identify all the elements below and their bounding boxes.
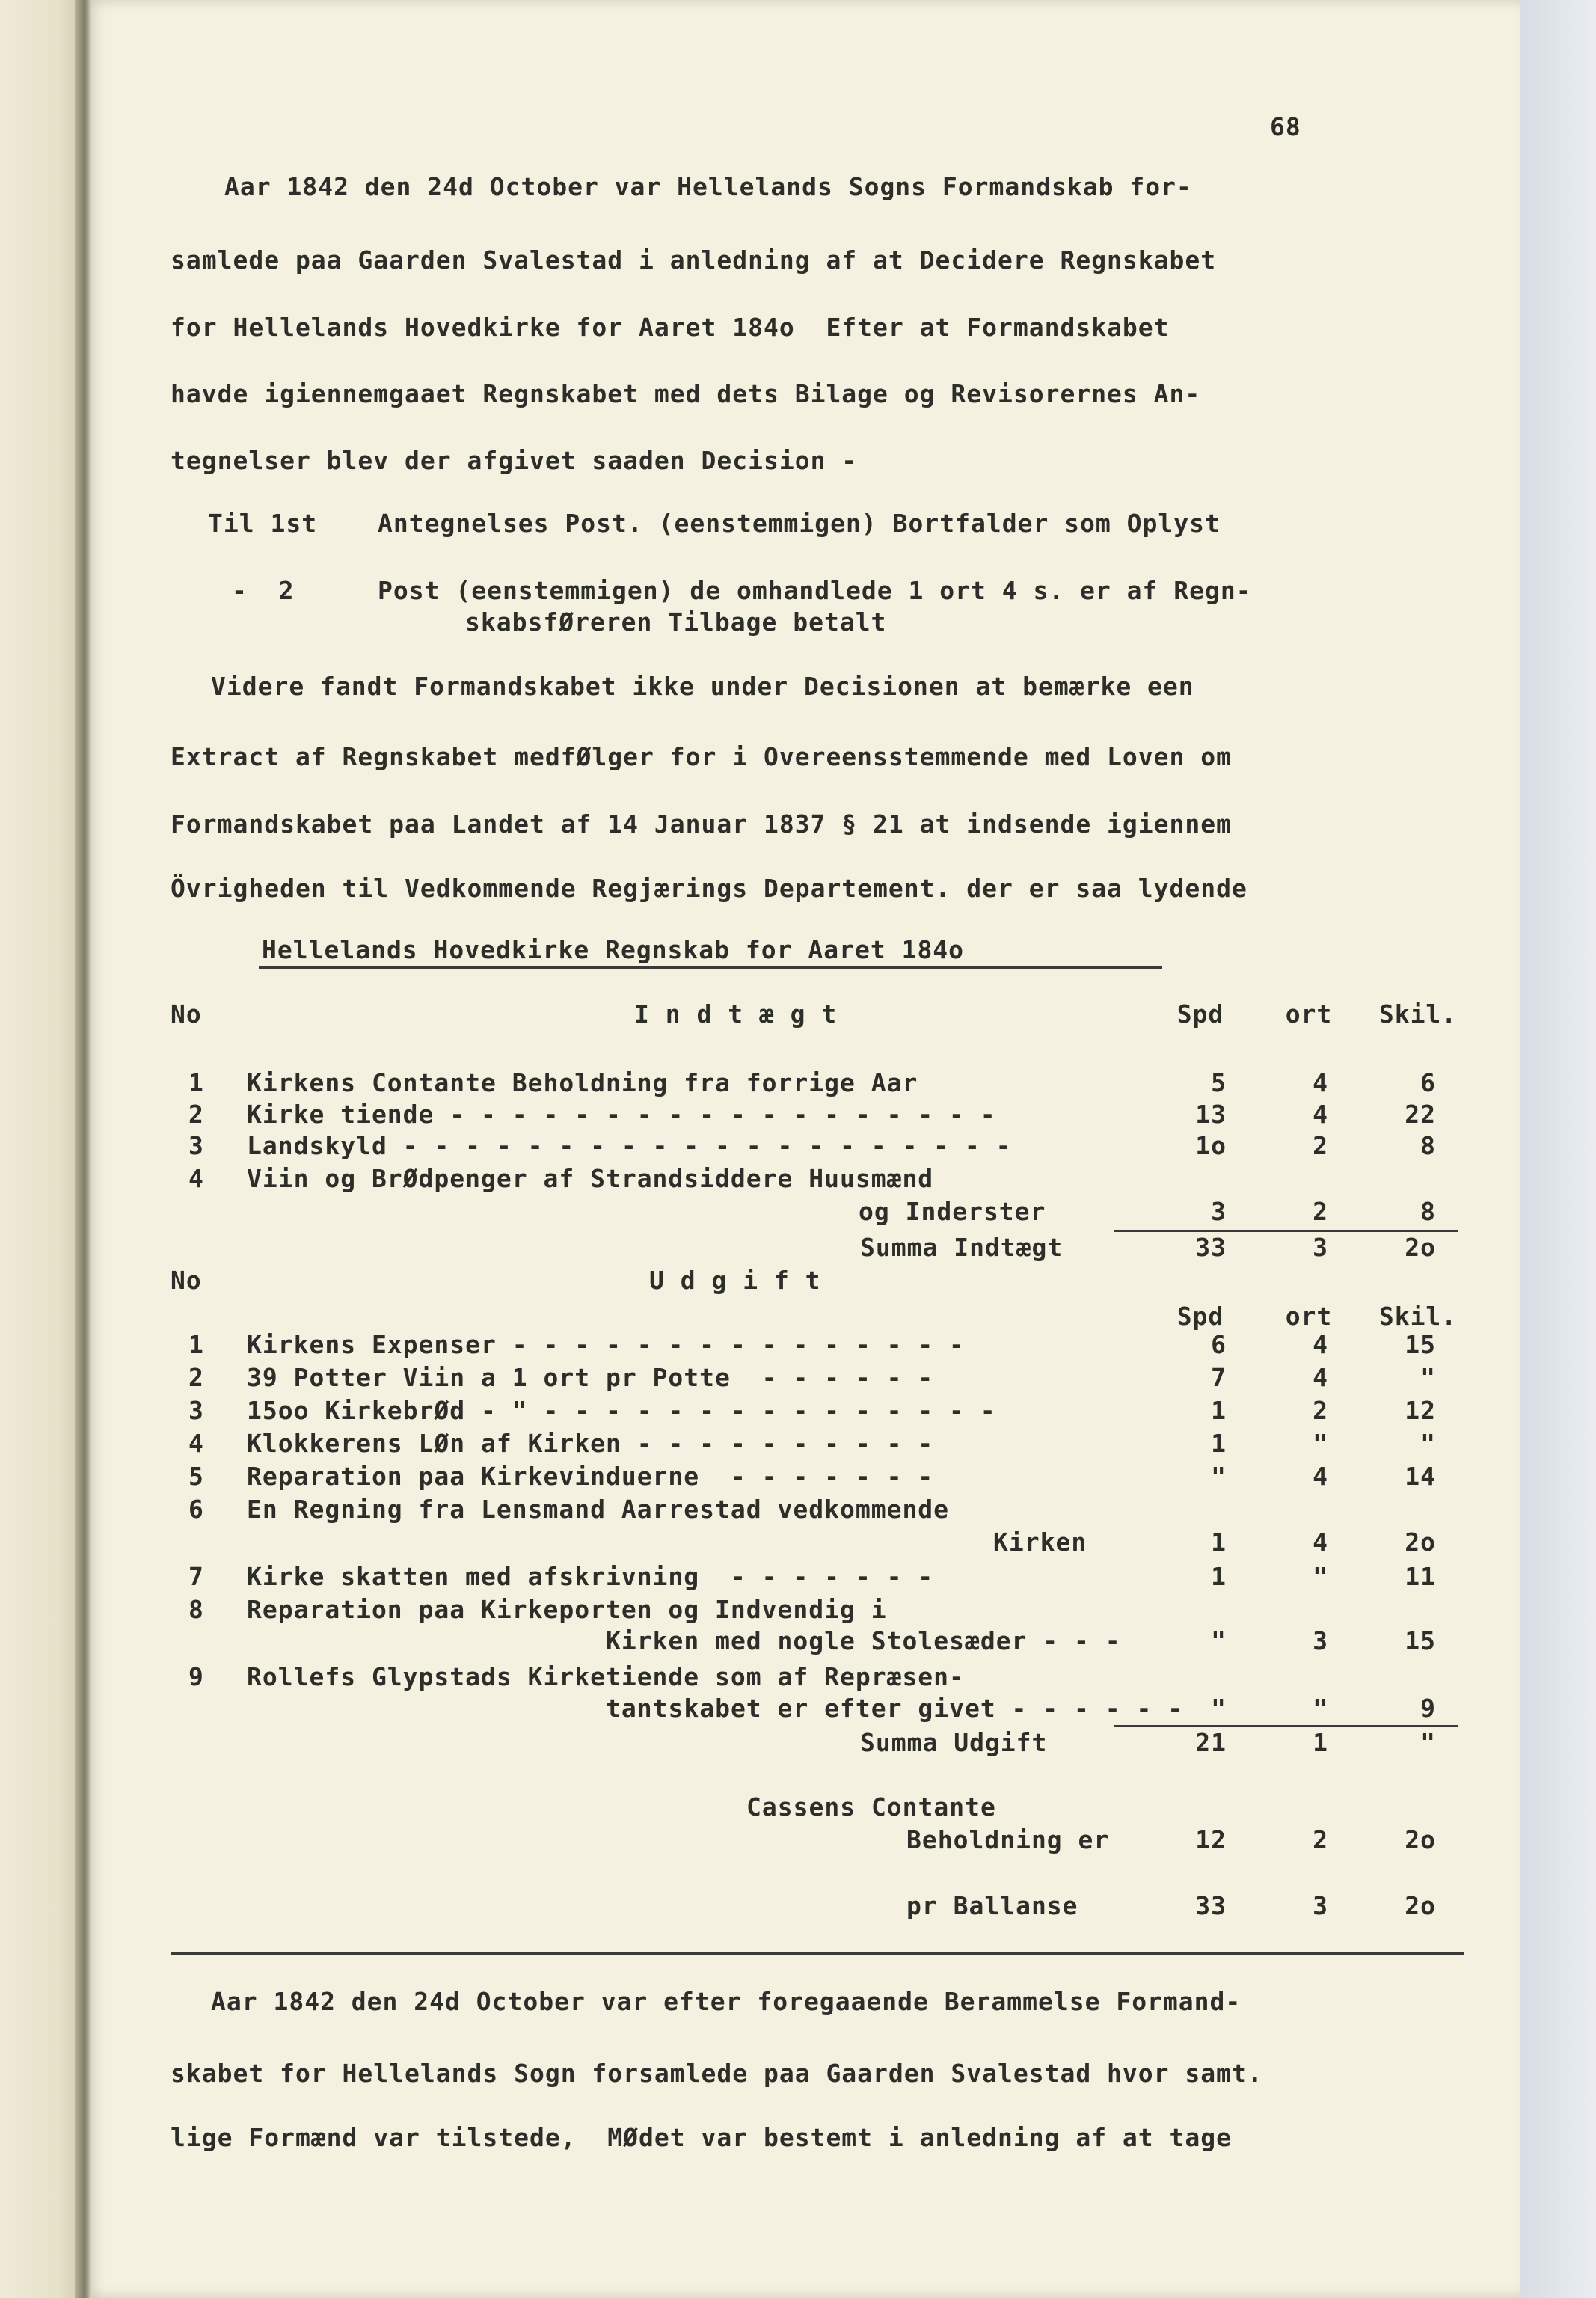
section-divider — [171, 1952, 1464, 1955]
expense-row-no: 3 — [188, 1396, 204, 1425]
expense-row-no: 4 — [188, 1429, 204, 1458]
expense-no-header: No — [171, 1266, 202, 1295]
expense-row-spd: 7 — [1211, 1363, 1227, 1392]
income-sum-spd: 33 — [1195, 1233, 1227, 1262]
expense-row-skil: 15 — [1405, 1626, 1436, 1655]
paragraph-line: samlede paa Gaarden Svalestad i anledning af at Decidere Regnskabet — [171, 245, 1217, 275]
expense-col-skil: Skil. — [1378, 1302, 1458, 1331]
expense-row-text-cont: tantskabet er efter givet - - - - - - — [606, 1694, 1184, 1723]
income-row-spd: 3 — [1211, 1197, 1227, 1226]
page-number: 68 — [1270, 112, 1301, 141]
expense-row-skil: 15 — [1405, 1330, 1436, 1359]
decision-text: Antegnelses Post. (eenstemmigen) Bortfalder som Oplyst — [378, 509, 1221, 538]
income-row-no: 3 — [188, 1131, 204, 1160]
expense-row-text: Kirke skatten med afskrivning - - - - - - - — [247, 1562, 934, 1591]
balance-label-cont: Beholdning er — [906, 1825, 1110, 1854]
balance-label: Cassens Contante — [746, 1792, 996, 1821]
income-sum-rule — [1114, 1230, 1458, 1232]
paragraph-line: tegnelser blev der afgivet saaden Decision - — [171, 446, 858, 475]
expense-sum-spd: 21 — [1195, 1728, 1227, 1757]
expense-row-spd: " — [1211, 1462, 1227, 1491]
expense-row-no: 7 — [188, 1562, 204, 1591]
expense-row-ort: " — [1313, 1694, 1328, 1723]
binding-gutter — [75, 0, 91, 2298]
expense-heading: U d g i f t — [649, 1266, 821, 1295]
income-row-text: Kirke tiende - - - - - - - - - - - - - - - - - - — [247, 1100, 996, 1129]
decision-text-cont: skabsfØreren Tilbage betalt — [465, 607, 887, 637]
expense-row-spd: " — [1211, 1626, 1227, 1655]
expense-row-skil: 11 — [1405, 1562, 1436, 1591]
income-row-skil: 8 — [1420, 1131, 1436, 1160]
income-row-no: 4 — [188, 1164, 204, 1193]
expense-row-spd: 6 — [1211, 1330, 1227, 1359]
paragraph-line: lige Formænd var tilstede, MØdet var bestemt i anledning af at tage — [171, 2123, 1233, 2152]
income-row-text: Kirkens Contante Beholdning fra forrige Aar — [247, 1068, 918, 1097]
decision-mark: - 2 — [232, 576, 295, 605]
expense-row-skil: 12 — [1405, 1396, 1436, 1425]
expense-row-no: 2 — [188, 1363, 204, 1392]
income-sum-skil: 2o — [1405, 1233, 1436, 1262]
income-row-ort: 4 — [1313, 1068, 1328, 1097]
income-row-spd: 5 — [1211, 1068, 1227, 1097]
expense-row-text: Klokkerens LØn af Kirken - - - - - - - - - - — [247, 1429, 934, 1458]
income-row-text-cont: og Inderster — [859, 1197, 1046, 1226]
expense-row-no: 9 — [188, 1662, 204, 1691]
account-title: Hellelands Hovedkirke Regnskab for Aaret 184o — [262, 935, 965, 964]
expense-row-ort: " — [1313, 1429, 1328, 1458]
income-row-no: 1 — [188, 1068, 204, 1097]
expense-sum-skil: " — [1420, 1728, 1436, 1757]
income-row-spd: 13 — [1195, 1100, 1227, 1129]
expense-row-text: Reparation paa Kirkeporten og Indvendig i — [247, 1595, 887, 1624]
income-row-spd: 1o — [1195, 1131, 1227, 1160]
income-row-skil: 8 — [1420, 1197, 1436, 1226]
expense-row-ort: 2 — [1313, 1396, 1328, 1425]
paragraph-line: for Hellelands Hovedkirke for Aaret 184o Efter at Formandskabet — [171, 313, 1170, 342]
expense-row-text: En Regning fra Lensmand Aarrestad vedkommende — [247, 1495, 950, 1524]
balance-spd: 12 — [1195, 1825, 1227, 1854]
total-spd: 33 — [1195, 1891, 1227, 1920]
expense-row-no: 8 — [188, 1595, 204, 1624]
expense-row-skil: " — [1420, 1363, 1436, 1392]
expense-row-no: 5 — [188, 1462, 204, 1491]
paragraph-line: Videre fandt Formandskabet ikke under Decisionen at bemærke een — [211, 672, 1194, 701]
balance-skil: 2o — [1405, 1825, 1436, 1854]
expense-sum-rule — [1114, 1725, 1458, 1727]
expense-col-spd: Spd — [1176, 1302, 1224, 1331]
income-row-skil: 6 — [1420, 1068, 1436, 1097]
expense-row-text: Reparation paa Kirkevinduerne - - - - - - - — [247, 1462, 934, 1491]
title-underline — [259, 966, 1162, 969]
expense-row-ort: " — [1313, 1562, 1328, 1591]
income-row-ort: 4 — [1313, 1100, 1328, 1129]
expense-col-ort: ort — [1285, 1302, 1333, 1331]
expense-row-skil: " — [1420, 1429, 1436, 1458]
expense-row-spd: 1 — [1211, 1528, 1227, 1557]
income-row-text: Viin og BrØdpenger af Strandsiddere Huusmænd — [247, 1164, 934, 1193]
income-col-ort: ort — [1285, 999, 1333, 1029]
decision-mark: Til 1st — [208, 509, 318, 538]
income-row-ort: 2 — [1313, 1197, 1328, 1226]
balance-ort: 2 — [1313, 1825, 1328, 1854]
paragraph-line: Aar 1842 den 24d October var Hellelands Sogns Formandskab for- — [224, 172, 1192, 201]
income-no-header: No — [171, 999, 202, 1029]
expense-row-spd: " — [1211, 1694, 1227, 1723]
income-row-skil: 22 — [1405, 1100, 1436, 1129]
expense-row-ort: 4 — [1313, 1363, 1328, 1392]
total-skil: 2o — [1405, 1891, 1436, 1920]
paragraph-line: Övrigheden til Vedkommende Regjærings Departement. der er saa lydende — [171, 874, 1247, 903]
expense-row-ort: 3 — [1313, 1626, 1328, 1655]
expense-row-text: 15oo KirkebrØd - " - - - - - - - - - - - - - - - — [247, 1396, 996, 1425]
expense-row-spd: 1 — [1211, 1396, 1227, 1425]
expense-row-no: 1 — [188, 1330, 204, 1359]
scanner-border — [1520, 0, 1596, 2298]
paragraph-line: skabet for Hellelands Sogn forsamlede paa Gaarden Svalestad hvor samt. — [171, 2059, 1263, 2088]
total-label: pr Ballanse — [906, 1891, 1078, 1920]
facing-page-edge — [0, 0, 84, 2298]
expense-row-ort: 4 — [1313, 1330, 1328, 1359]
expense-row-skil: 2o — [1405, 1528, 1436, 1557]
income-col-spd: Spd — [1176, 999, 1224, 1029]
decision-text: Post (eenstemmigen) de omhandlede 1 ort 4 s. er af Regn- — [378, 576, 1252, 605]
income-sum-label: Summa Indtægt — [860, 1233, 1064, 1262]
expense-sum-label: Summa Udgift — [860, 1728, 1048, 1757]
paragraph-line: Extract af Regnskabet medfØlger for i Overeensstemmende med Loven om — [171, 742, 1233, 771]
expense-row-spd: 1 — [1211, 1429, 1227, 1458]
paragraph-line: havde igiennemgaaet Regnskabet med dets Bilage og Revisorernes An- — [171, 379, 1201, 408]
income-col-skil: Skil. — [1378, 999, 1458, 1029]
income-heading: I n d t æ g t — [634, 999, 838, 1029]
expense-row-text: Kirkens Expenser - - - - - - - - - - - - - - - — [247, 1330, 965, 1359]
income-row-no: 2 — [188, 1100, 204, 1129]
expense-row-text: Rollefs Glypstads Kirketiende som af Repræsen- — [247, 1662, 965, 1691]
expense-row-ort: 4 — [1313, 1528, 1328, 1557]
paragraph-line: Aar 1842 den 24d October var efter foregaaende Berammelse Formand- — [211, 1987, 1241, 2016]
expense-row-text-cont: Kirken med nogle Stolesæder - - - — [606, 1626, 1121, 1655]
income-row-ort: 2 — [1313, 1131, 1328, 1160]
income-sum-ort: 3 — [1313, 1233, 1328, 1262]
expense-row-ort: 4 — [1313, 1462, 1328, 1491]
expense-row-no: 6 — [188, 1495, 204, 1524]
expense-row-skil: 9 — [1420, 1694, 1436, 1723]
expense-sum-ort: 1 — [1313, 1728, 1328, 1757]
income-row-text: Landskyld - - - - - - - - - - - - - - - - - - - - — [247, 1131, 1012, 1160]
total-ort: 3 — [1313, 1891, 1328, 1920]
expense-row-text-cont: Kirken — [993, 1528, 1087, 1557]
expense-row-text: 39 Potter Viin a 1 ort pr Potte - - - - - - — [247, 1363, 934, 1392]
paragraph-line: Formandskabet paa Landet af 14 Januar 1837 § 21 at indsende igiennem — [171, 809, 1233, 839]
expense-row-spd: 1 — [1211, 1562, 1227, 1591]
expense-row-skil: 14 — [1405, 1462, 1436, 1491]
